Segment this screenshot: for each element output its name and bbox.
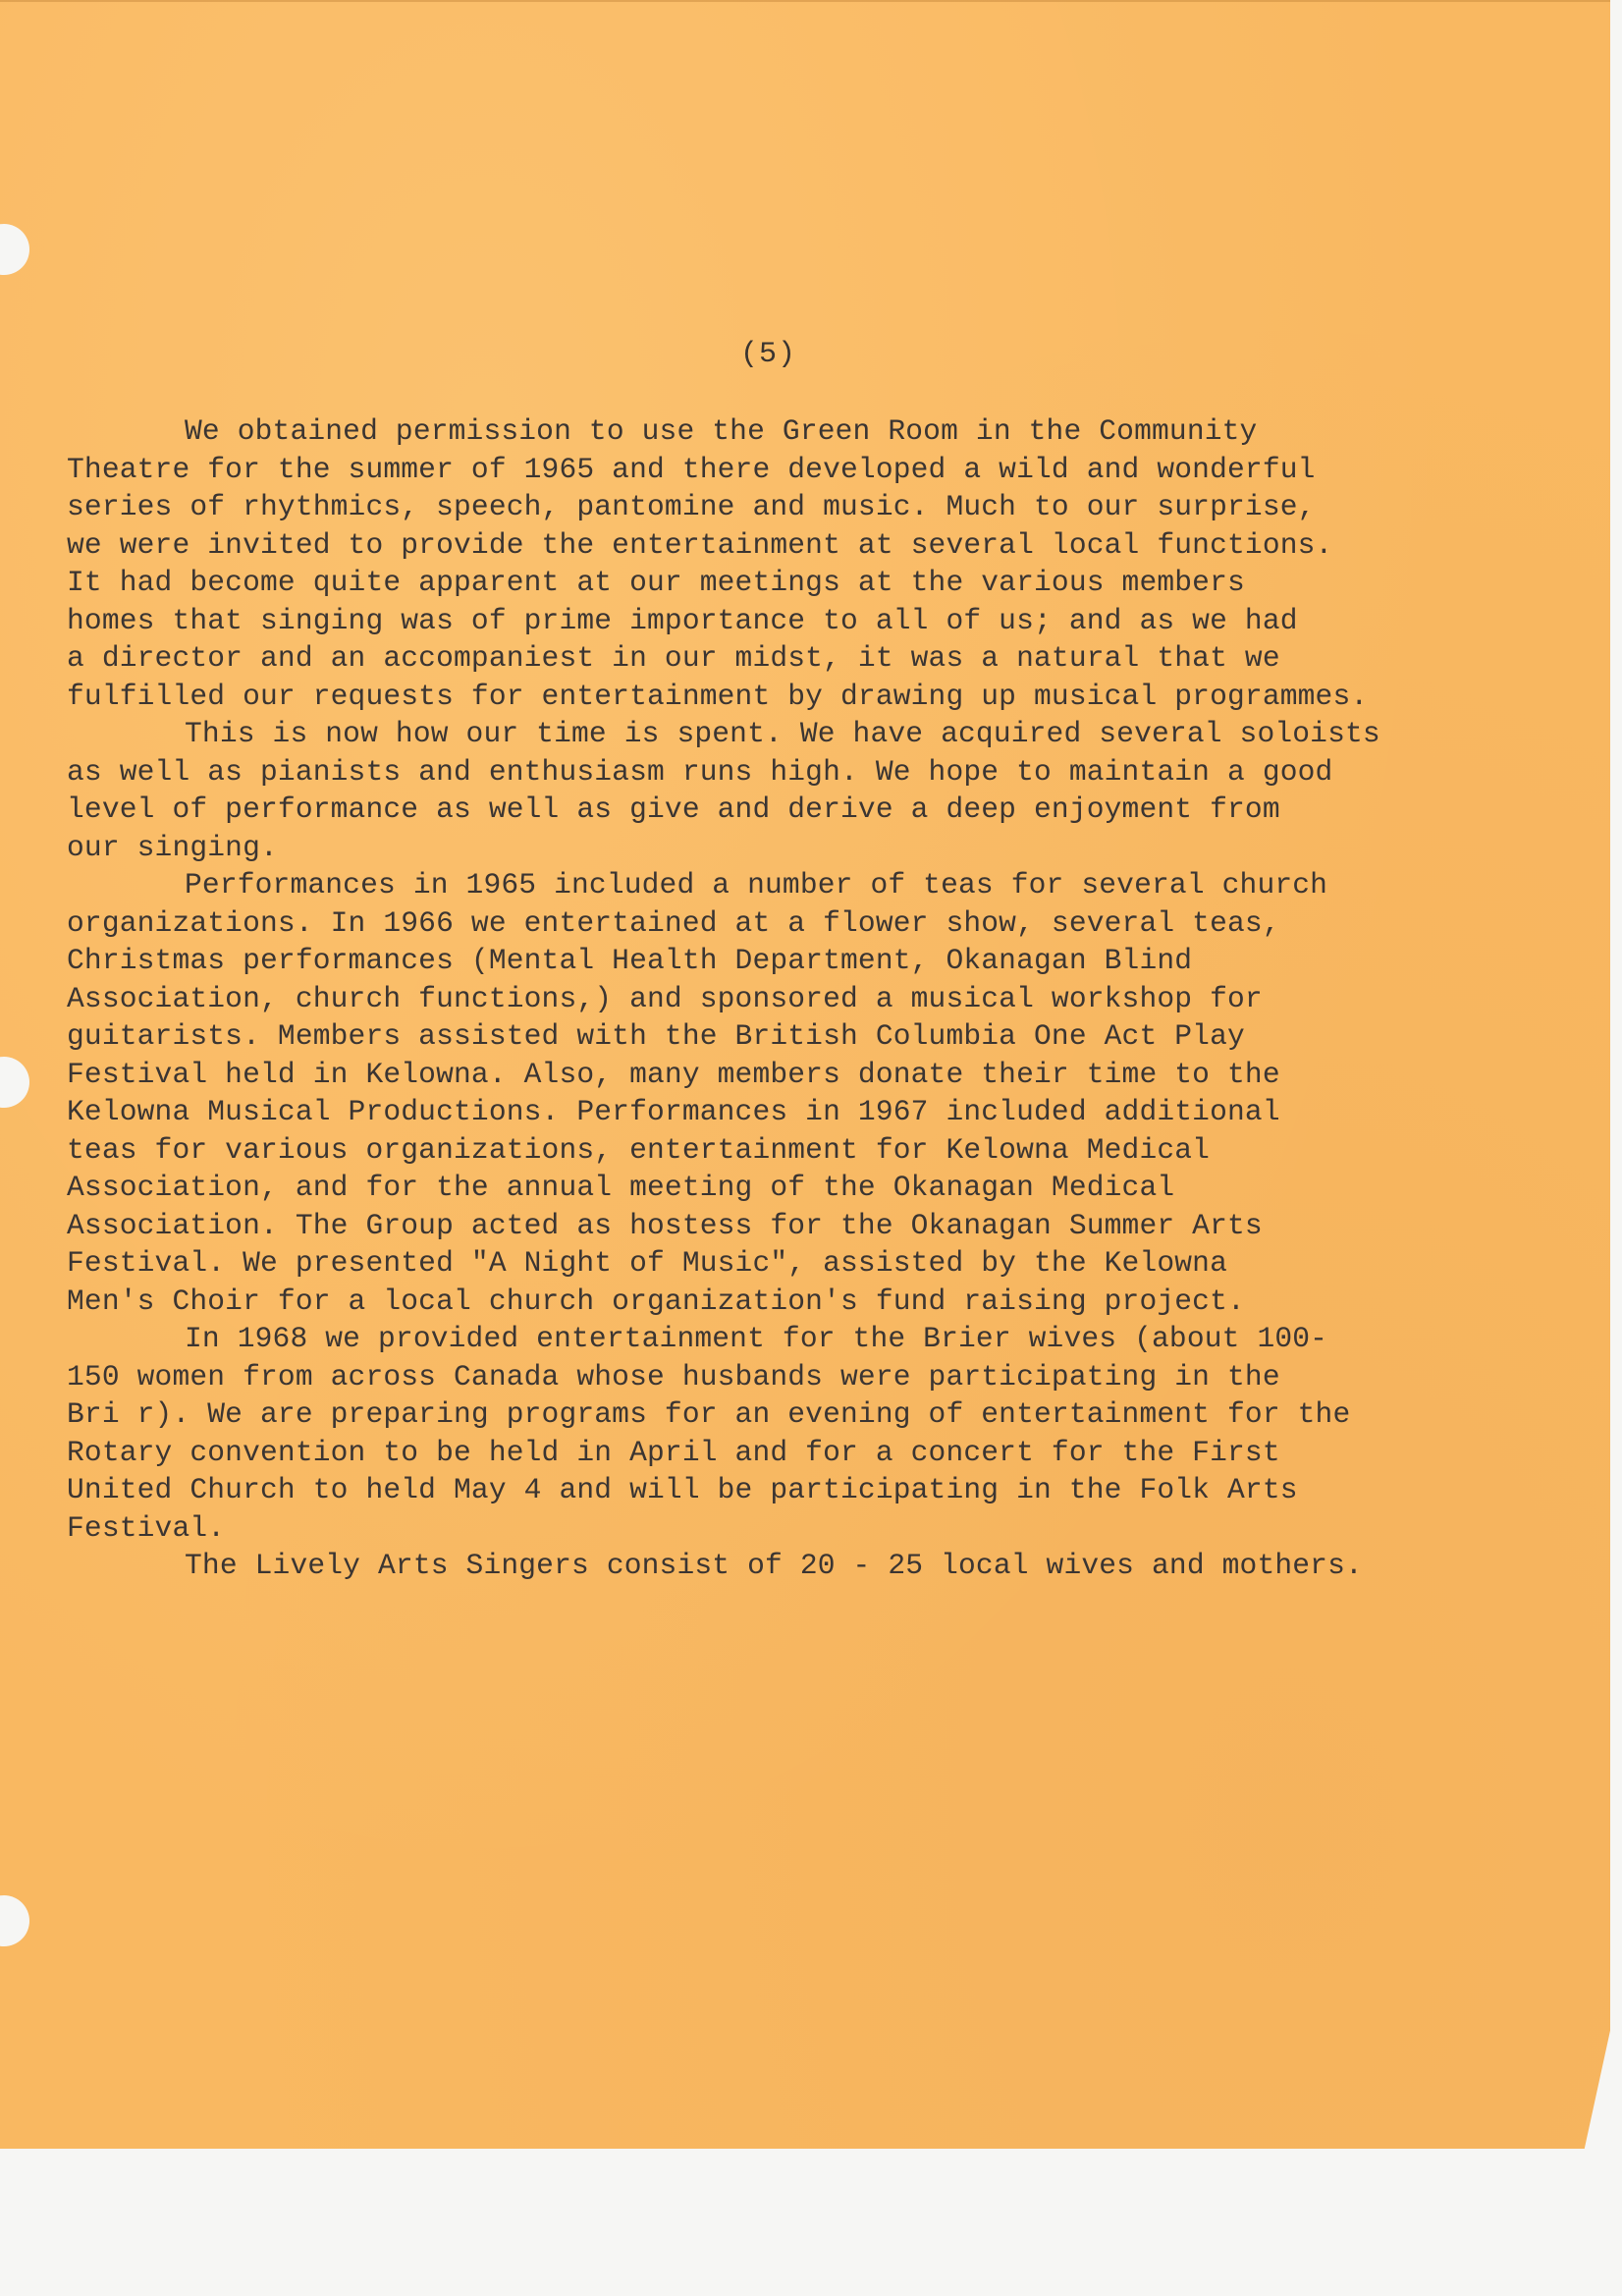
text-line: Bri r). We are preparing programs for an evening of entertainment for the (67, 1397, 1351, 1431)
text-line: teas for various organizations, entertainment for Kelowna Medical (67, 1132, 1211, 1167)
text-line: Men's Choir for a local church organization's fund raising project. (67, 1284, 1245, 1318)
text-line: Rotary convention to be held in April and for a concert for the First (67, 1435, 1280, 1469)
text-line: homes that singing was of prime importance to all of us; and as we had (67, 603, 1298, 637)
text-line: fulfilled our requests for entertainment by drawing up musical programmes. (67, 679, 1369, 713)
text-line: we were invited to provide the entertainment at several local functions. (67, 527, 1333, 562)
text-line: as well as pianists and enthusiasm runs high. We hope to maintain a good (67, 754, 1333, 789)
text-line: Association, church functions,) and sponsored a musical workshop for (67, 981, 1263, 1015)
text-line: Festival held in Kelowna. Also, many members donate their time to the (67, 1057, 1280, 1091)
text-line: Association, and for the annual meeting of the Okanagan Medical (67, 1171, 1175, 1204)
text-line: The Lively Arts Singers consist of 20 - 25 local wives and mothers. (185, 1549, 1363, 1582)
text-line: Christmas performances (Mental Health Department, Okanagan Blind (67, 944, 1193, 977)
text-line: We obtained permission to use the Green Room in the Community (185, 414, 1258, 448)
paragraph (67, 412, 1540, 715)
text-line: a director and an accompaniest in our midst, it was a natural that we (67, 641, 1280, 675)
text-line: Kelowna Musical Productions. Performances in 1967 included additional (67, 1095, 1280, 1128)
text-line: Association. The Group acted as hostess for the Okanagan Summer Arts (67, 1208, 1263, 1242)
text-line: series of rhythmics, speech, pantomine and music. Much to our surprise, (67, 490, 1316, 523)
paragraph (67, 1547, 1540, 1585)
text-line: guitarists. Members assisted with the British Columbia One Act Play (67, 1019, 1245, 1053)
paragraph (67, 866, 1540, 1320)
text-line: Festival. We presented "A Night of Music", assisted by the Kelowna (67, 1246, 1228, 1280)
page-number: (5) (740, 338, 797, 371)
text-line: Festival. (67, 1510, 226, 1545)
text-line: United Church to held May 4 and will be participating in the Folk Arts (67, 1473, 1298, 1506)
paragraph (67, 1320, 1540, 1547)
text-line: In 1968 we provided entertainment for the Brier wives (about 100- (185, 1322, 1328, 1355)
text-line: our singing. (67, 830, 278, 864)
text-line: Performances in 1965 included a number of teas for several church (185, 868, 1328, 902)
text-line: 150 women from across Canada whose husbands were participating in the (67, 1359, 1280, 1394)
document-body (67, 412, 1540, 1585)
text-line: This is now how our time is spent. We have acquired several soloists (185, 717, 1380, 750)
paragraph (67, 715, 1540, 866)
text-line: level of performance as well as give and derive a deep enjoyment from (67, 793, 1280, 826)
text-line: It had become quite apparent at our meetings at the various members (67, 566, 1245, 599)
text-line: organizations. In 1966 we entertained at a flower show, several teas, (67, 905, 1280, 940)
text-line: Theatre for the summer of 1965 and there developed a wild and wonderful (67, 452, 1316, 486)
page-top-edge (0, 0, 1610, 2)
